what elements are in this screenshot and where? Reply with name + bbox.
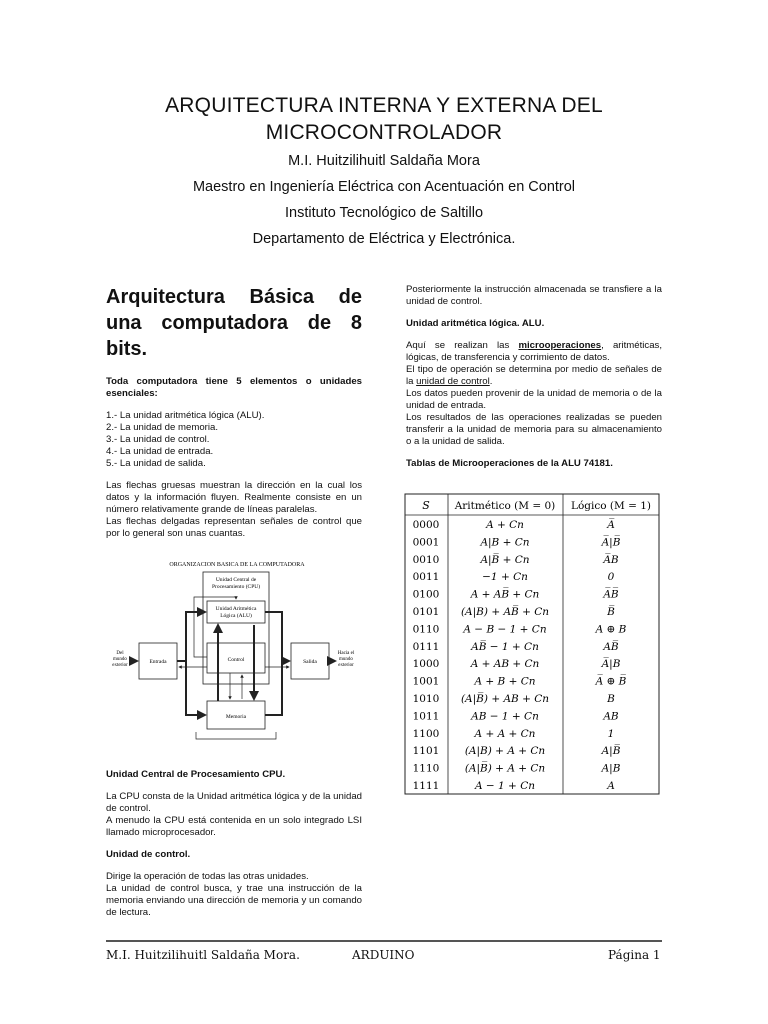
computer-organization-diagram (106, 557, 364, 755)
table-cell-logic: 0 (607, 571, 615, 584)
to-world-label-3: exterior (338, 663, 354, 668)
table-cell-arithmetic: (A|B) + A + Cn (464, 745, 546, 758)
table-cell-arithmetic: A + B + Cn (474, 675, 536, 688)
units-list (106, 410, 362, 470)
department-name: Departamento de Eléctrica y Electrónica. (252, 231, 516, 247)
table-cell-select: 1010 (412, 693, 440, 705)
outer-loop (196, 732, 276, 739)
left-column-lower (106, 769, 362, 919)
cpu-label-1: Unidad Central de (215, 577, 257, 583)
list-item: 5.- La unidad de salida. (106, 458, 206, 469)
list-item: 2.- La unidad de memoria. (106, 422, 218, 433)
from-world-label-2: mundo (113, 657, 127, 662)
table-cell-select: 0111 (412, 640, 440, 653)
table-cell-select: 0001 (412, 536, 440, 549)
title-line-2: MICROCONTROLADOR (265, 121, 503, 144)
from-world-label-3: exterior (112, 663, 128, 668)
alu-paragraph-1 (406, 340, 662, 364)
heading-line-2: una computadora de 8 (106, 312, 362, 334)
table-cell-logic: A̅B (603, 553, 619, 566)
table-cell-logic: A̅|B̅ (601, 536, 621, 549)
footer-page-number: Página 1 (608, 948, 661, 962)
table-cell-arithmetic: A + AB̅ + Cn (470, 588, 540, 601)
alu-paragraph-3: Los datos pueden provenir de la unidad de memoria o de la unidad de entrada. (406, 388, 662, 411)
input-label: Entrada (149, 659, 167, 665)
table-cell-select: 0100 (412, 588, 440, 601)
table-cell-select: 0101 (412, 606, 440, 618)
table-heading: Tablas de Microoperaciones de la ALU 74181. (406, 458, 613, 469)
table-cell-logic: A ⊕ B (595, 623, 627, 636)
control-paragraph-1: Dirige la operación de todas las otras unidades. (106, 871, 309, 882)
control-label: Control (227, 657, 245, 663)
control-unit-link[interactable]: unidad de control (416, 376, 490, 387)
table-cell-logic: A (607, 780, 615, 792)
cpu-paragraph-2: A menudo la CPU está contenida en un solo integrado LSI llamado microprocesador. (106, 815, 362, 838)
table-cell-arithmetic: (A|B̅) + A + Cn (464, 762, 546, 775)
table-cell-select: 1110 (412, 762, 440, 775)
table-cell-select: 1011 (412, 710, 440, 723)
table-cell-arithmetic: A + Cn (486, 519, 524, 531)
table-cell-logic: B̅ (607, 606, 615, 618)
cpu-heading: Unidad Central de Procesamiento CPU. (106, 769, 286, 780)
table-cell-logic: A̅ ⊕ B̅ (595, 675, 627, 688)
table-cell-select: 1001 (412, 675, 440, 688)
alu-label-2: Lógica (ALU) (220, 613, 252, 619)
footer-author: M.I. Huitzilihuitl Saldaña Mora. (106, 948, 300, 962)
table-cell-select: 0110 (412, 623, 440, 636)
alu-heading: Unidad aritmética lógica. ALU. (406, 318, 545, 329)
table-cell-arithmetic: A|B + Cn (480, 536, 530, 549)
control-paragraph-2: La unidad de control busca, y trae una instrucción de la memoria enviando una dirección de memoria y un comando de lectura. (106, 883, 362, 918)
heading-line-1: Arquitectura Básica de (106, 286, 362, 308)
table-cell-select: 0000 (412, 519, 440, 531)
alu-p1-text-a: Aquí se realizan las (406, 340, 519, 351)
table-cell-arithmetic: (A|B̅) + AB + Cn (460, 693, 550, 705)
author-degree: Maestro en Ingeniería Eléctrica con Acentuación en Control (192, 179, 576, 195)
arrow-memory-output (265, 661, 282, 715)
alu-p2-text-a: El tipo de operación se determina por medio de señales de la (406, 364, 662, 387)
alu-p2-text-b: . (489, 376, 493, 387)
institute-name: Instituto Tecnológico de Saltillo (284, 205, 484, 221)
table-cell-logic: A̅ (607, 519, 615, 531)
cpu-paragraph-1: La CPU consta de la Unidad aritmética lógica y de la unidad de control. (106, 791, 362, 814)
heading-line-3: bits. (106, 338, 148, 360)
table-cell-logic: A̅|B (601, 658, 621, 671)
alu-p1-text-b: , aritméticas, lógicas, de transferencia y corrimiento de datos. (406, 340, 662, 363)
alu-microoperations-table (404, 493, 660, 795)
table-cell-logic: B (607, 693, 615, 705)
arrows-paragraph-1: Las flechas gruesas muestran la dirección en la cual los datos y la información fluyen. Realmente consiste en un número relativamente grande de líneas paralelas. (106, 480, 362, 515)
title-line-1: ARQUITECTURA INTERNA Y EXTERNA DEL (165, 94, 603, 117)
document-title (60, 92, 708, 146)
intro-text: Toda computadora tiene 5 elementos o unidades esenciales: (106, 376, 362, 399)
table-cell-select: 1111 (412, 780, 440, 792)
table-cell-select: 0011 (412, 571, 440, 584)
list-item: 4.- La unidad de entrada. (106, 446, 214, 457)
list-item: 1.- La unidad aritmética lógica (ALU). (106, 410, 265, 421)
alu-paragraph-4: Los resultados de las operaciones realizadas se pueden transferir a la unidad de memoria para su almacenamiento o a la unidad de salida. (406, 412, 662, 447)
list-item: 3.- La unidad de control. (106, 434, 210, 445)
table-cell-select: 1101 (412, 745, 440, 758)
table-cell-arithmetic: A + AB + Cn (470, 658, 540, 671)
from-world-label-1: Del (116, 651, 124, 656)
microoperations-link[interactable]: microoperaciones (518, 340, 602, 351)
footer-center: ARDUINO (352, 948, 415, 962)
author-name: M.I. Huitzilihuitl Saldaña Mora (288, 153, 480, 169)
table-cell-arithmetic: A − 1 + Cn (474, 780, 536, 792)
table-cell-select: 1100 (412, 727, 440, 740)
table-cell-logic: A|B̅ (601, 745, 621, 758)
to-world-label-2: mundo (339, 657, 353, 662)
table-cell-arithmetic: (A|B) + AB̅ + Cn (460, 606, 550, 618)
table-cell-arithmetic: A + A + Cn (474, 727, 536, 740)
transfer-paragraph: Posteriormente la instrucción almacenada se transfiere a la unidad de control. (406, 284, 662, 307)
memory-label: Memoria (225, 714, 247, 720)
left-column (106, 284, 362, 540)
arrow-input-alu (177, 612, 205, 661)
footer-rule (106, 940, 662, 942)
header-arithmetic: Aritmético (M = 0) (454, 500, 556, 512)
header-logic: Lógico (M = 1) (570, 500, 652, 512)
table-cell-select: 1000 (412, 658, 440, 671)
table-cell-logic: AB̅ (603, 640, 619, 653)
table-cell-arithmetic: A|B̅ + Cn (480, 553, 530, 566)
table-cell-arithmetic: AB − 1 + Cn (471, 710, 539, 723)
output-label: Salida (303, 659, 317, 665)
alu-paragraph-2 (406, 364, 662, 388)
table-cell-logic: 1 (607, 727, 615, 740)
table-cell-logic: A|B (601, 762, 621, 775)
table-cell-logic: A̅B̅ (603, 588, 619, 601)
alu-label-1: Unidad Aritmética (215, 606, 257, 612)
table-cell-logic: AB (603, 710, 619, 723)
table-rows (413, 517, 627, 792)
table-cell-arithmetic: A − B − 1 + Cn (463, 623, 547, 636)
section-heading (106, 284, 362, 362)
table-cell-select: 0010 (412, 553, 440, 566)
table-cell-arithmetic: −1 + Cn (482, 571, 528, 584)
header-s: S (422, 499, 430, 512)
arrows-paragraph-2: Las flechas delgadas representan señales de control que por lo general son unas cuantas. (106, 516, 362, 539)
arrow-input-memory (186, 661, 205, 715)
table-cell-arithmetic: AB̅ − 1 + Cn (471, 640, 539, 653)
diagram-title: ORGANIZACION BASICA DE LA COMPUTADORA (169, 562, 305, 568)
control-heading: Unidad de control. (106, 849, 191, 860)
alu-box (207, 601, 265, 623)
cpu-label-2: Procesamiento (CPU) (211, 584, 261, 590)
to-world-label-1: Hacia el (337, 651, 355, 656)
right-column (406, 284, 662, 470)
